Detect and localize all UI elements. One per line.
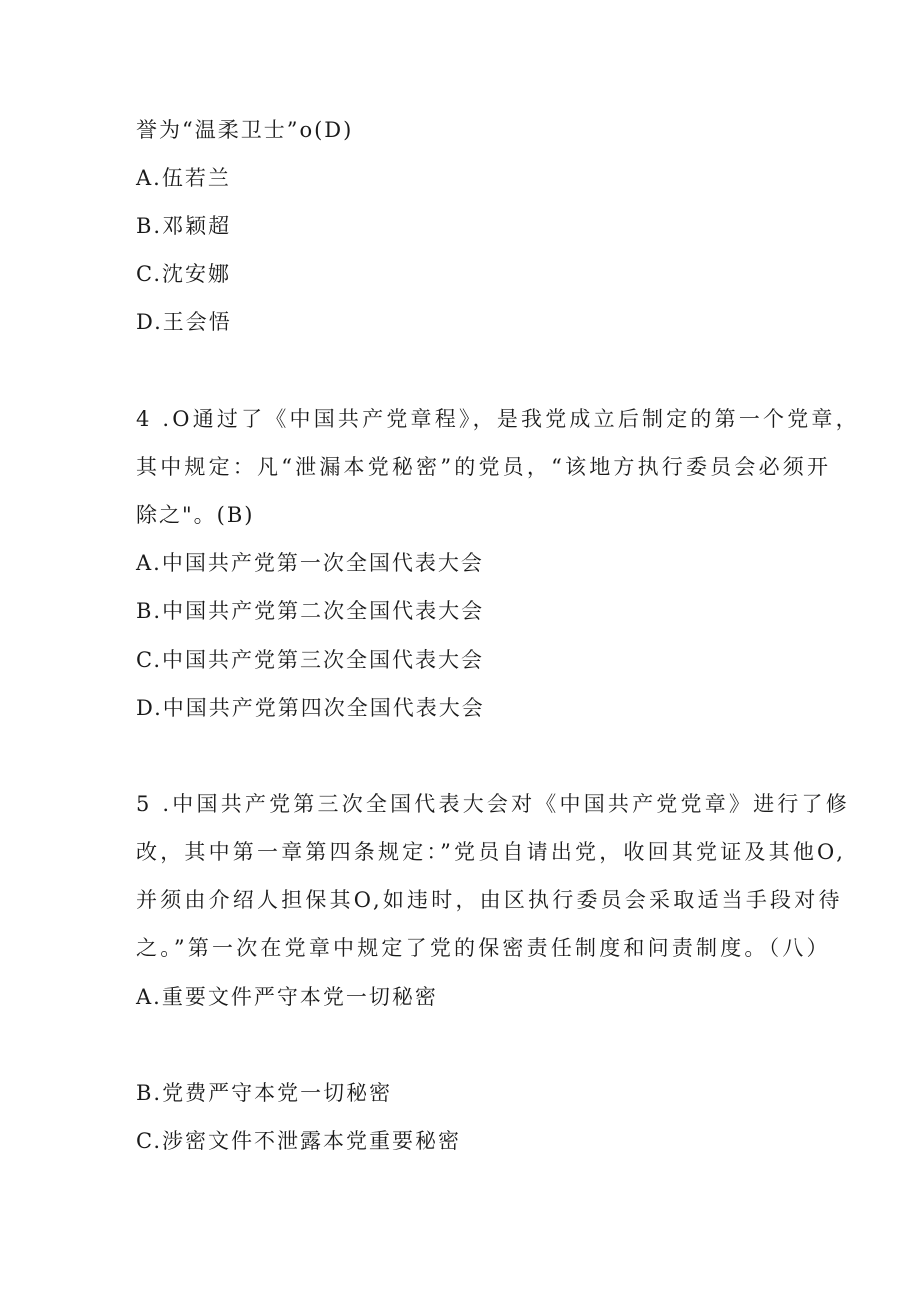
q4-stem-line-1: 4 .O通过了《中国共产党章程》，是我党成立后制定的第一个党章， (136, 407, 860, 431)
q5-option-c: C.涉密文件不泄露本党重要秘密 (136, 1129, 461, 1153)
q4-stem-line-2: 其中规定：凡“泄漏本党秘密”的党员，“该地方执行委员会必须开 (136, 455, 832, 479)
q5-stem-line-1: 5 .中国共产党第三次全国代表大会对《中国共产党党章》进行了修 (136, 792, 850, 816)
q5-stem-line-3: 并须由介绍人担保其O,如违时，由区执行委员会采取适当手段对待 (136, 888, 843, 912)
q5-option-b: B.党费严守本党一切秘密 (136, 1081, 393, 1105)
q3-option-c: C.沈安娜 (136, 262, 231, 286)
q3-stem-tail: 誉为“温柔卫士”o(D) (136, 118, 354, 142)
q4-option-a: A.中国共产党第一次全国代表大会 (136, 551, 484, 575)
q5-option-a: A.重要文件严守本党一切秘密 (136, 985, 438, 1009)
q4-option-d: D.中国共产党第四次全国代表大会 (136, 696, 485, 720)
q4-option-c: C.中国共产党第三次全国代表大会 (136, 648, 484, 672)
q5-stem-line-4: 之。”第一次在党章中规定了党的保密责任制度和问责制度。（八） (136, 936, 831, 960)
q4-stem-line-3: 除之"。(B) (136, 503, 255, 527)
q4-option-b: B.中国共产党第二次全国代表大会 (136, 599, 485, 623)
q5-stem-line-2: 改，其中第一章第四条规定：”党员自请出党，收回其党证及其他O, (136, 840, 847, 864)
q3-option-a: A.伍若兰 (136, 166, 231, 190)
q3-option-b: B.邓颖超 (136, 214, 232, 238)
q3-option-d: D.王会悟 (136, 310, 232, 334)
